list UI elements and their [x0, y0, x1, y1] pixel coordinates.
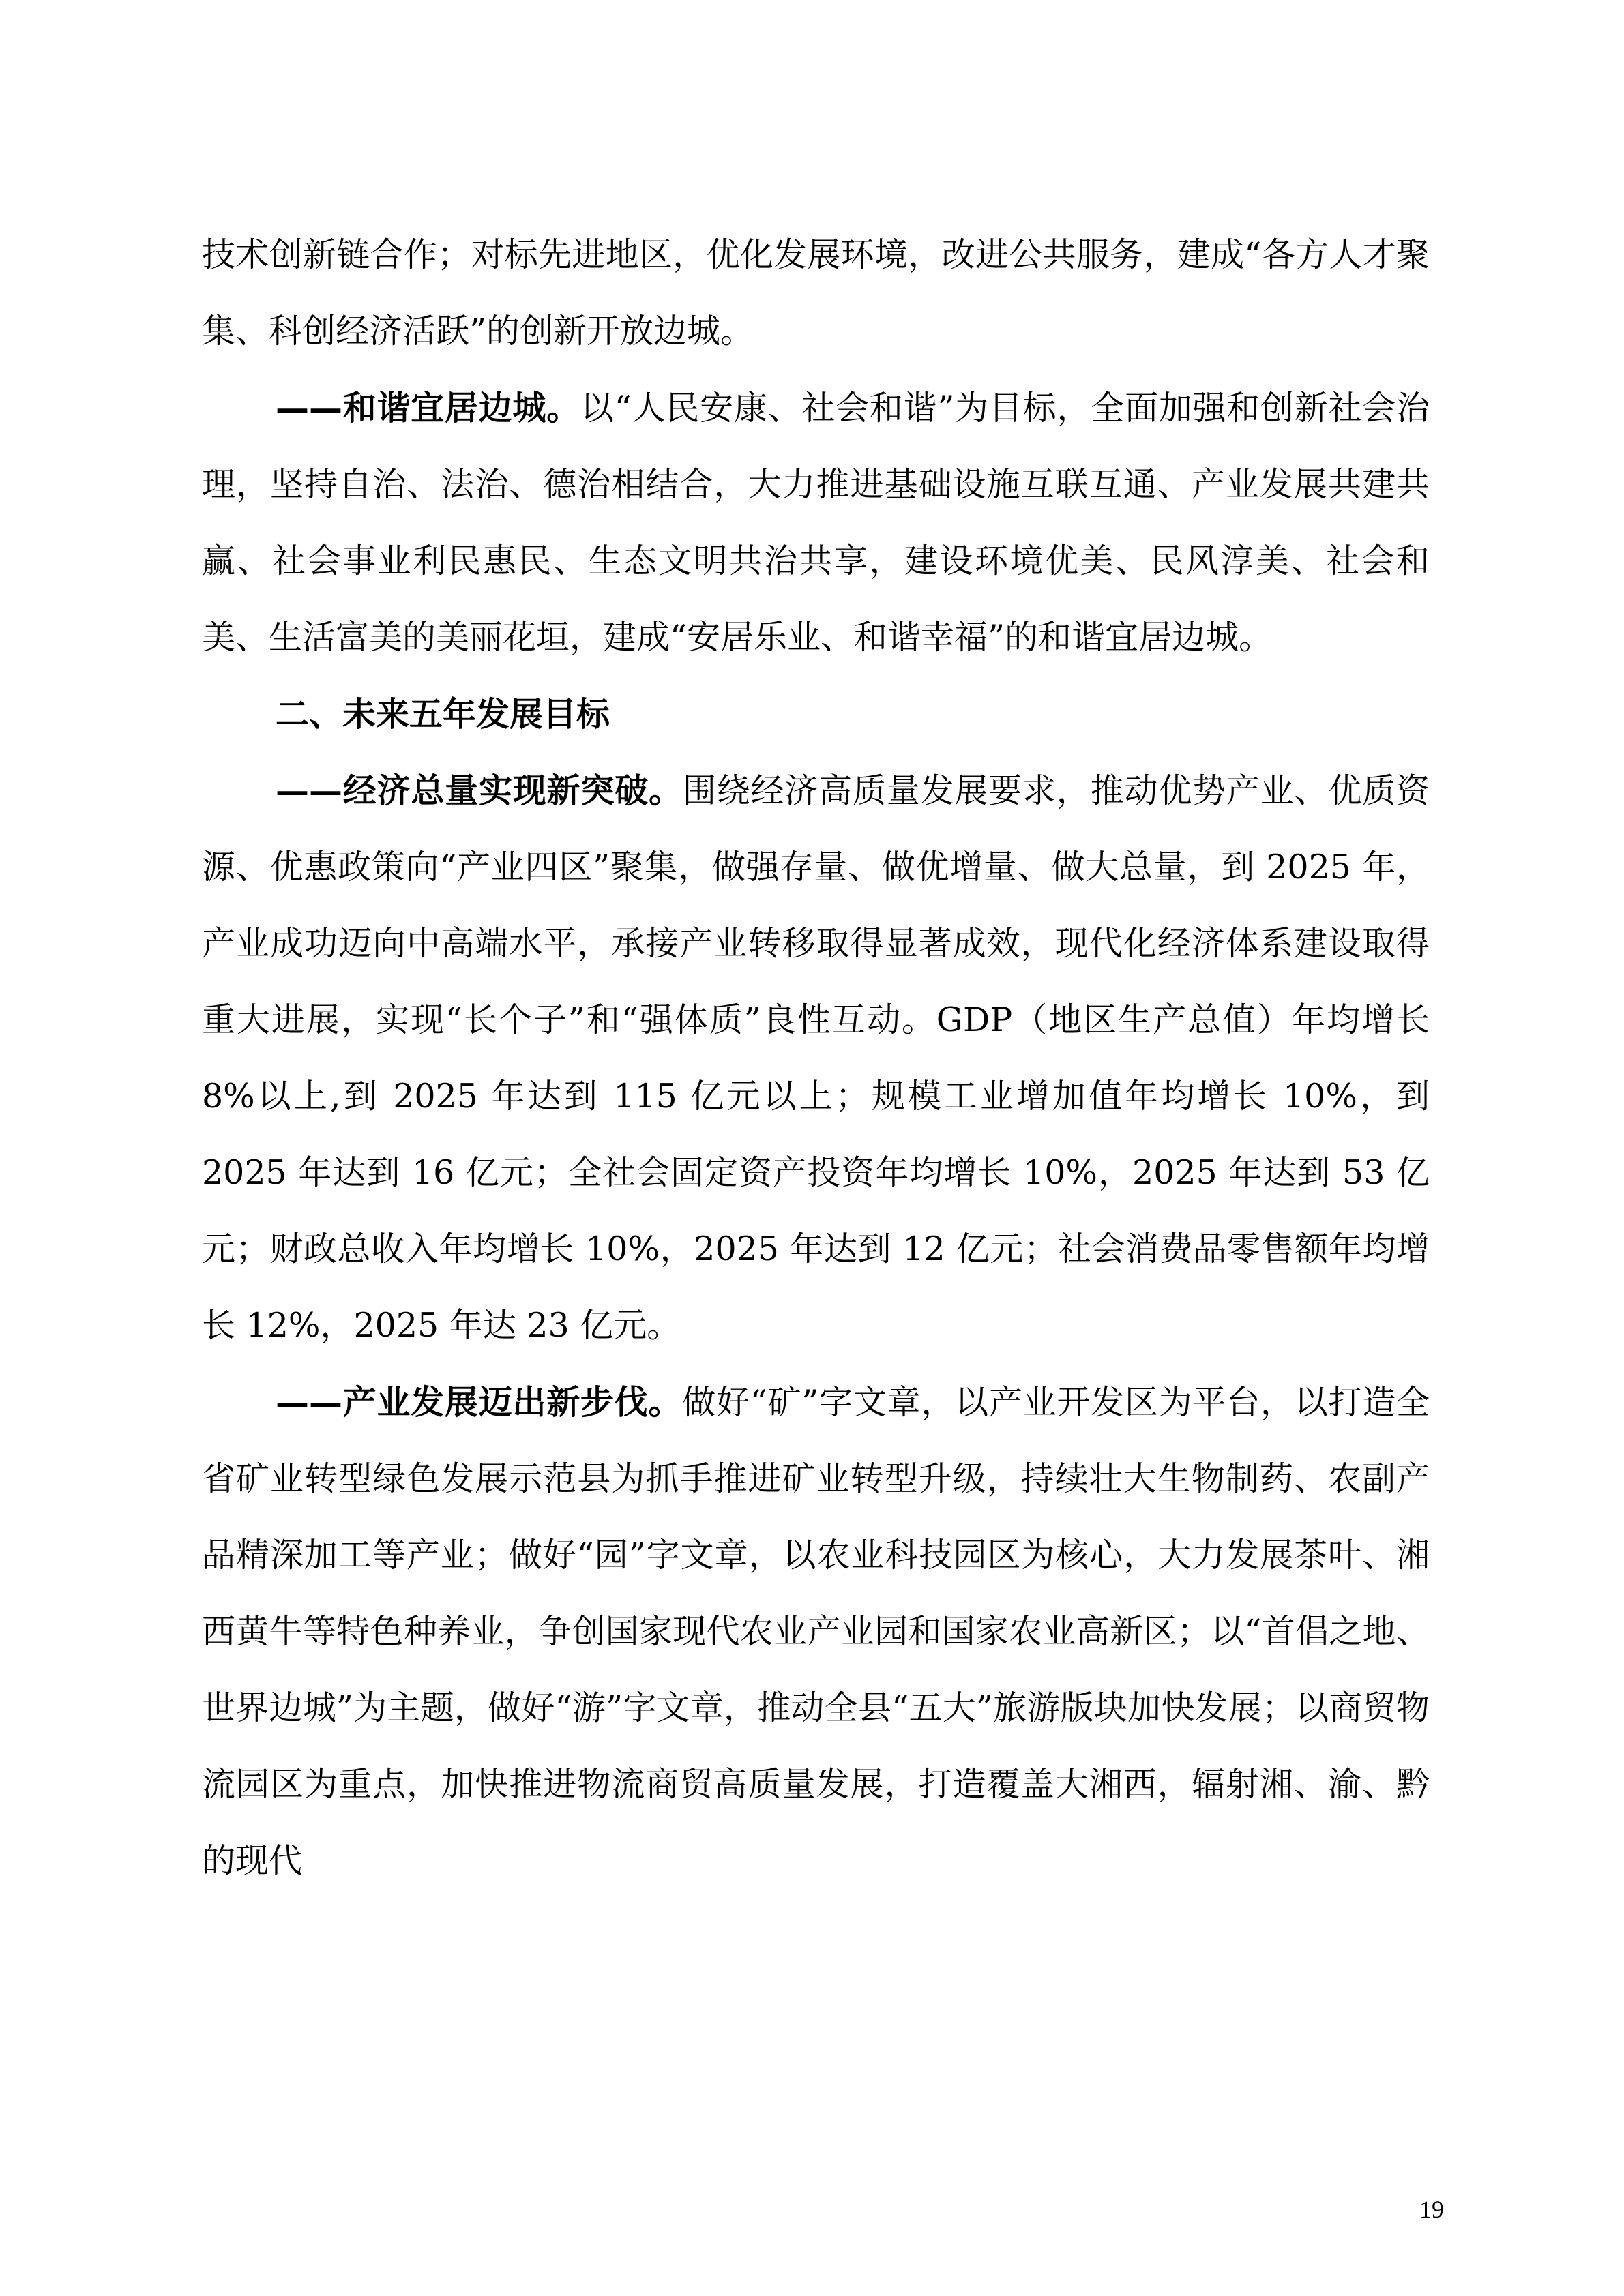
paragraph-lead: ——和谐宜居边城。: [276, 388, 581, 428]
section-heading: 二、未来五年发展目标: [276, 694, 610, 734]
page-body: [202, 217, 1430, 1899]
page-number: 19: [1419, 2196, 1444, 2223]
paragraph-text: 以“人民安康、社会和谐”为目标，全面加强和创新社会治理，坚持自治、法治、德治相结合，大力推进基础设施互联互通、产业发展共建共赢、社会事业利民惠民、生态文明共治共享，建设环境优美、民风淳美、社会和美、生活富美的美丽花垣，建成“安居乐业、和谐幸福”的和谐宜居边城。: [202, 389, 1430, 657]
goal-text: 做好“矿”字文章，以产业开发区为平台，以打造全省矿业转型绿色发展示范县为抓手推进矿业转型升级，持续壮大生物制药、农副产品精深加工等产业；做好“园”字文章，以农业科技园区为核心，大力发展茶叶、湘西黄牛等特色种养业，争创国家现代农业产业园和国家农业高新区；以“首倡之地、世界边城”为主题，做好“游”字文章，推动全县“五大”旅游版块加快发展；以商贸物流园区为重点，加快推进物流商贸高质量发展，打造覆盖大湘西，辐射湘、渝、黔的现代: [202, 1383, 1430, 1880]
goal-industrial-development: [202, 1364, 1430, 1899]
goal-lead: ——经济总量实现新突破。: [276, 771, 683, 810]
goal-economic-total: [202, 752, 1430, 1364]
paragraph-text: 技术创新链合作；对标先进地区，优化发展环境，改进公共服务，建成“各方人才聚集、科创经济活跃”的创新开放边城。: [202, 235, 1430, 351]
goal-lead: ——产业发展迈出新步伐。: [276, 1382, 683, 1422]
goal-text: 围绕经济高质量发展要求，推动优势产业、优质资源、优惠政策向“产业四区”聚集，做强存量、做优增量、做大总量，到 2025 年，产业成功迈向中高端水平，承接产业转移取得显著成效，现代化经济体系建设取得重大进展，实现“长个子”和“强体质”良性互动。GDP（地区生产总值）年均增长 8%以上,到 2025 年达到 115 亿元以上；规模工业增加值年均增长 10%，到 2025 年达到 16 亿元；全社会固定资产投资年均增长 10%，2025 年达到 53 亿元；财政总收入年均增长 10%，2025 年达到 12 亿元；社会消费品零售额年均增长 12%，2025 年达 23 亿元。: [202, 771, 1430, 1345]
paragraph-continuation: [202, 217, 1430, 370]
paragraph-harmonious-livable-border-town: [202, 370, 1430, 676]
